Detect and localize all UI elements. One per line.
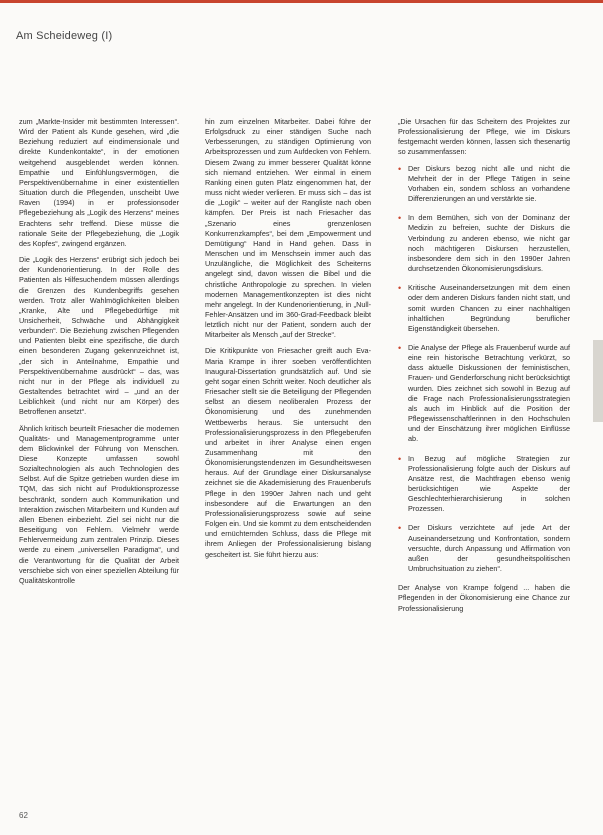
list-item: • Die Analyse der Pflege als Frauenberuf wurde auf eine rein historische Betrachtung verkürzt, so dass aktuelle Diskussionen der feministischen, Frauen- und Genderforschung nicht berücksichtigt wurden. Dies zeichnet sich sowohl in Bezug auf die Frage nach Professionalisierungsstrategien als auch im Hinblick auf die Position der Pflegewissenschaftlerinnen in den Hochschulen und der Einschätzung ihrer möglichen Einflüsse ab. (398, 343, 570, 445)
edge-marker-tab (593, 340, 603, 422)
list-item: • Der Diskurs bezog nicht alle und nicht die Mehrheit der in der Pflege Tätigen in seine Vorhaben ein, sondern schloss an vorhandene Differenzierungen an und verstärkte sie. (398, 164, 570, 205)
closing-paragraph: Der Analyse von Krampe folgend ... haben die Pflegenden in der Ökonomisierung eine Chance zur Professionalisierung (398, 583, 570, 613)
list-item: • In Bezug auf mögliche Strategien zur Professionalisierung folgte auch der Diskurs auf Ansätze rest, die Machtfragen ebenso wenig berücksichtigen wie Aspekte der Geschlechterhierarchisierung in solchen Prozessen. (398, 454, 570, 515)
text-column-right (398, 117, 570, 620)
page-number: 62 (19, 811, 28, 820)
quote-intro: „Die Ursachen für das Scheitern des Projektes zur Professionalisierung der Pflege, wie im Diskurs festgemacht werden können, lassen sich thesenartig so zusammenfassen: (398, 117, 570, 157)
paragraph: hin zum einzelnen Mitarbeiter. Dabei führe der Erfolgsdruck zu einer ständigen Suche nach Verbesserungen, zu ständigen Optimierung von Arbeitsprozessen und zum Aufdecken von Fehlern. Diesem Zwang zu immer besserer Qualität könne sich niemand entziehen. Wer einmal in einem Ranking einen guten Platz eingenommen hat, der muss nicht wieder verlieren. Er muss sich – das ist die „Logik“ – weiter auf der Rangliste nach oben kämpfen. Der Preis ist nach Friesacher das „Szenario eines grenzenlosen Konkurrenzkampfes“, bei dem „Empowerment und Demütigung“ Hand in Hand gehen. Dass in Menschen und im Menschsein immer auch das Unzulängliche, die Möglichkeit des Scheiterns angelegt sind, davon wissen die Bibel und die christliche Anthropologie zu sprechen. In vielen modernen Managementkonzepten ist dies nicht mehr angelegt. In der Kundenorientierung, in „Null-Fehler-Ansätzen und im 360-Grad-Feedback bleibt letztlich nicht nur der Patient, sondern auch der Mitarbeiter als Mensch „auf der Strecke“. (205, 117, 371, 340)
list-item: • Kritische Auseinandersetzungen mit dem einen oder dem anderen Diskurs fanden nicht statt, und somit wurden Chancen zu einer nachhaltigen inhaltlichen Begründung beruflicher Eigenständigkeit übersehen. (398, 283, 570, 334)
text-column-middle (205, 117, 371, 566)
paragraph: zum „Markte-Insider mit bestimmten Interessen“. Wird der Patient als Kunde gesehen, wird „die Beziehung reduziert auf eindimensionale und direkte Kundenkontakte“, in der emotionen weitgehend ausgeblendet werden können. Empathie und Einfühlungsvermögen, die Perspektivenübernahme in einer existentiellen Situation durch die Pflegenden, unscheibt Uwe Raven (1994) in er professionsoder Pflegebeziehung als „Logik des Herzens“ meines Erachtens sehr treffend. Diese müsse die rationale Seite der Pflegebeziehung, die „Logik des Kopfes“, zwingend ergänzen. (19, 117, 179, 248)
list-item: • Der Diskurs verzichtete auf jede Art der Auseinandersetzung und Konfrontation, sondern versuchte, durch Anpassung und Affirmation von außen der gesundheitspolitischen Umbruchsituation zu ziehen“. (398, 523, 570, 574)
paragraph: Die Kritikpunkte von Friesacher greift auch Eva-Maria Krampe in ihrer soeben veröffentlichten Inaugural-Dissertation grundsätzlich auf. Und sie geht sogar einen Schritt weiter. Noch deutlicher als Friesacher stellt sie die Beteiligung der Pflegenden selbst an diesem neoliberalen Prozess der Ökonomisierung und des zunehmenden Wettbewerbs heraus. Sie untersucht den Professionalisierungsprozess in den Pflegeberufen und arbeitet in ihrer Analyse einen engen Zusammenhang mit den Ökonomisierungstendenzen im Gesundheitswesen heraus. Auf der Grundlage einer Diskursanalyse zeichnet sie die Akademisierung des Frauenberufs Pflege in den 1990er Jahren nach und geht insbesondere auf die Erwartungen an den Professionalisierungsprozess sowie auf seine Folgen ein. Und sie kommt zu dem entscheidenden und ernüchternden Schluss, dass die Pflege mit ihrem Anliegen der Professionalisierung bislang gescheitert ist. Sie führt hierzu aus: (205, 346, 371, 559)
running-title: Am Scheideweg (I) (16, 30, 113, 42)
bullet-list (398, 164, 570, 575)
paragraph: Die „Logik des Herzens“ erübrigt sich jedoch bei der Kundenorientierung. In der Rolle des Patienten als Hilfesuchendem müssen allerdings die Grenzen des Kundenbegriffs gesehen werden. Trotz aller Wahlmöglichkeiten bleiben „Kranke, Alte und Pflegebedürftige mit Unsicherheit, Schwäche und Abhängigkeit verbunden“. Die Beziehung zwischen Pflegenden und Patienten bleibt eine spezifische, die durch einen besonderen Zugang gekennzeichnet ist, „der sich in Anteilnahme, Empathie und Perspektivenübernahme ausdrückt“ – das, was nicht nur in der Pflege als individuell zu Gestaltendes betrachtet wird – „und an der Leiblichkeit (und nicht nur am Körper) des Betroffenen ansetzt“. (19, 255, 179, 417)
paragraph: Ähnlich kritisch beurteilt Friesacher die modernen Qualitäts- und Managementprogramme unter dem Blickwinkel der Führung von Menschen. Diese Konzepte umfassen sowohl Sozialtechnologien als auch Technologien des Selbst. Auf die Spitze getrieben wurden diese im TQM, das sich nicht auf Produktionsprozesse beschränkt, sondern auch Kommunikation und Interaktion zwischen Mitarbeitern und Kunden auf allen Ebenen einbezieht. Ziel sei nicht nur die Beseitigung von Fehlern. Vielmehr werde Fehlervermeidung zum zentralen Prinzip. Dieses werde zu einem „universellen Paradigma“, und die Verantwortung für die Qualität der Arbeit verschiebe sich von einer speziellen Abteilung für Qualitätskontrolle (19, 423, 179, 585)
text-column-left (19, 117, 179, 592)
list-item: • In dem Bemühen, sich von der Dominanz der Medizin zu befreien, suchte der Diskurs die Verbindung zu anderen ebenso, wie nicht gar noch mächtigeren Diskursen herzustellen, insbesondere dem sich in den 1990er Jahren durchsetzenden Ökonomisierungsdiskurs. (398, 213, 570, 274)
top-accent-rule (0, 0, 603, 3)
